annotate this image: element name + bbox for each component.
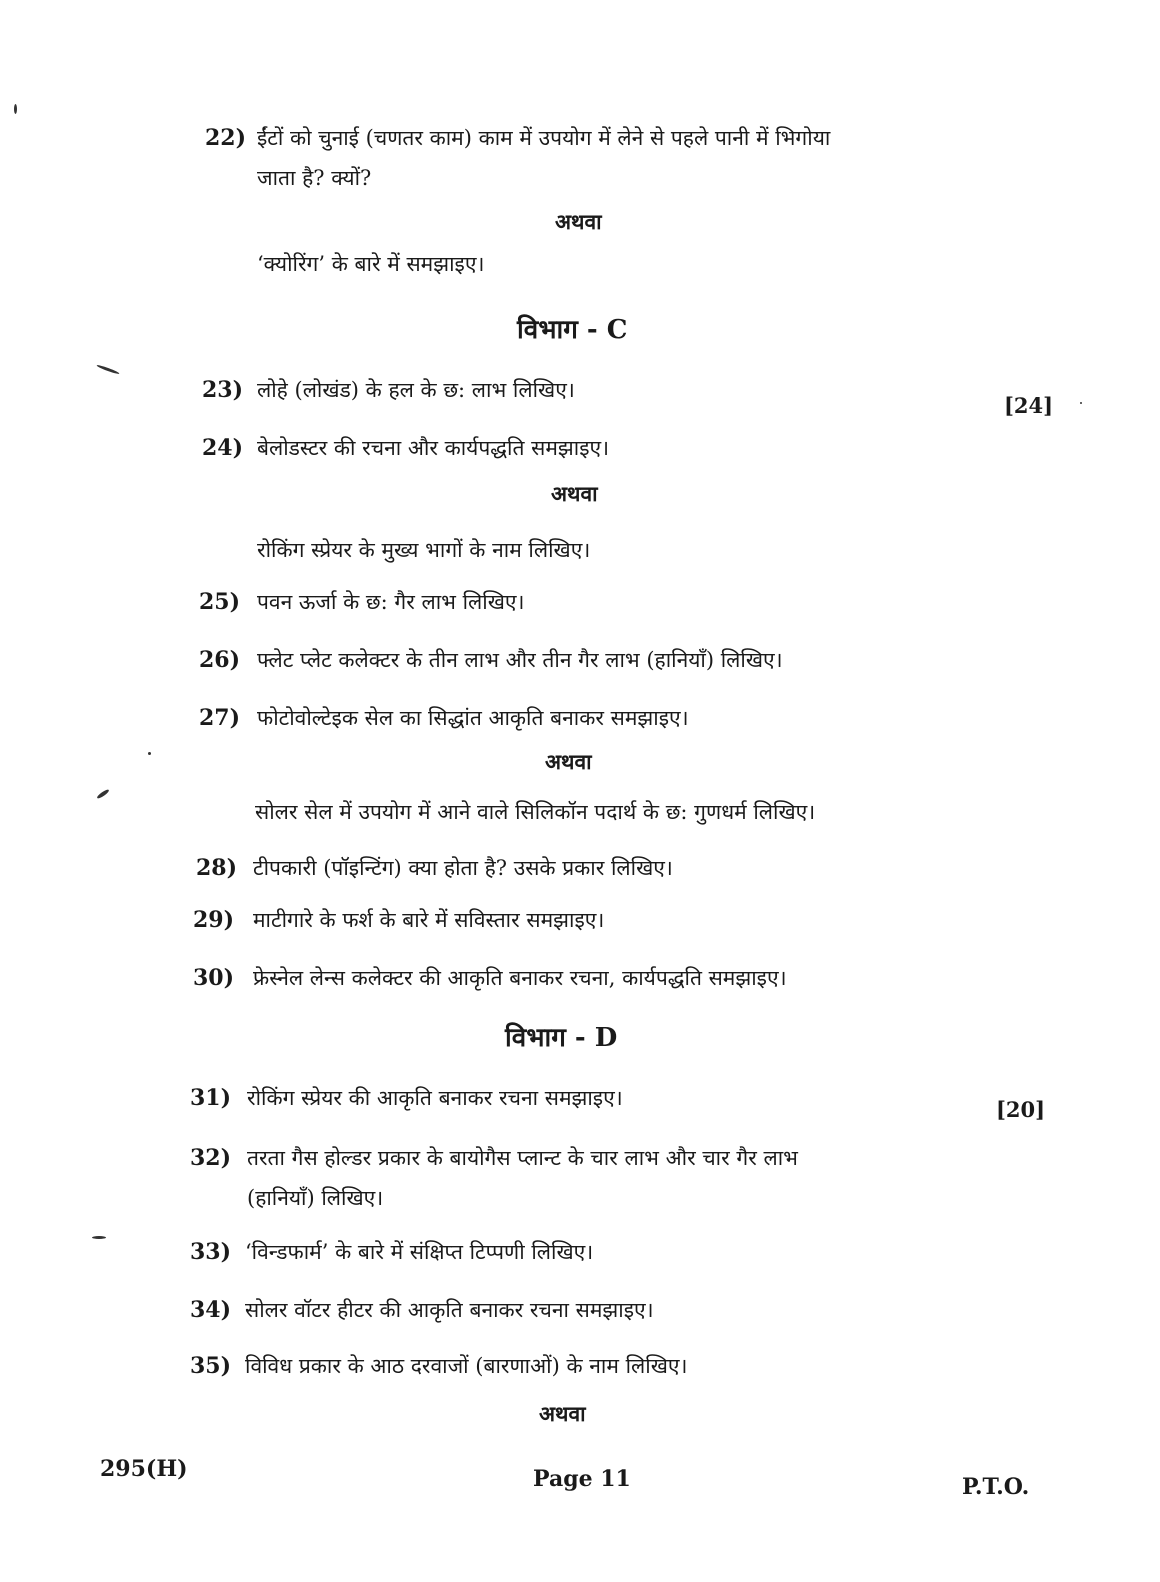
question-34: 34) सोलर वॉटर हीटर की आकृति बनाकर रचना समझाइए। bbox=[190, 1297, 654, 1323]
please-turn-over: P.T.O. bbox=[962, 1474, 1030, 1500]
or-label: अथवा bbox=[539, 1401, 586, 1426]
question-22 bbox=[205, 118, 965, 198]
question-24: 24) बेलोडस्टर की रचना और कार्यपद्धति समझाइए। bbox=[202, 435, 610, 461]
question-23: 23) लोहे (लोखंड) के हल के छ: लाभ लिखिए। bbox=[202, 377, 575, 403]
page-number: Page 11 bbox=[533, 1466, 631, 1492]
question-27: 27) फोटोवोल्टेइक सेल का सिद्धांत आकृति बनाकर समझाइए। bbox=[199, 705, 689, 731]
scan-speck bbox=[96, 364, 120, 375]
section-d-marks: [20] bbox=[996, 1097, 1046, 1122]
question-33: 33) ‘विन्डफार्म’ के बारे में संक्षिप्त टिप्पणी लिखिए। bbox=[190, 1239, 594, 1265]
or-label: अथवा bbox=[551, 481, 598, 506]
question-24-alternative: रोकिंग स्प्रेयर के मुख्य भागों के नाम लिखिए। bbox=[257, 538, 591, 562]
scan-speck bbox=[92, 1236, 106, 1239]
paper-code: 295(H) bbox=[100, 1456, 188, 1482]
question-30: 30) फ्रेस्नेल लेन्स कलेक्टर की आकृति बनाकर रचना, कार्यपद्धति समझाइए। bbox=[193, 965, 787, 991]
section-c-marks: [24] bbox=[1004, 393, 1054, 418]
scan-speck bbox=[148, 752, 151, 755]
or-label: अथवा bbox=[555, 209, 602, 234]
question-31: 31) रोकिंग स्प्रेयर की आकृति बनाकर रचना समझाइए। bbox=[190, 1085, 623, 1111]
question-22-alternative: ‘क्योरिंग’ के बारे में समझाइए। bbox=[257, 252, 485, 276]
question-27-alternative: सोलर सेल में उपयोग में आने वाले सिलिकॉन पदार्थ के छ: गुणधर्म लिखिए। bbox=[255, 800, 816, 824]
section-c-heading: विभाग - C bbox=[517, 315, 628, 345]
question-number: 22) bbox=[205, 125, 247, 151]
scan-speck bbox=[1080, 402, 1082, 404]
question-28: 28) टीपकारी (पॉइन्टिंग) क्या होता है? उसके प्रकार लिखिए। bbox=[196, 855, 673, 881]
question-32: 32) तरता गैस होल्डर प्रकार के बायोगैस प्लान्ट के चार लाभ और चार गैर लाभ (हानियाँ) लिखिए। bbox=[190, 1145, 798, 1210]
question-25: 25) पवन ऊर्जा के छ: गैर लाभ लिखिए। bbox=[199, 589, 525, 615]
section-d-heading: विभाग - D bbox=[505, 1023, 618, 1053]
scan-speck bbox=[14, 104, 17, 114]
question-35: 35) विविध प्रकार के आठ दरवाजों (बारणाओं) के नाम लिखिए। bbox=[190, 1353, 688, 1379]
or-label: अथवा bbox=[545, 749, 592, 774]
question-text-continued: जाता है? क्यों? bbox=[257, 166, 372, 190]
question-26: 26) फ्लेट प्लेट कलेक्टर के तीन लाभ और तीन गैर लाभ (हानियाँ) लिखिए। bbox=[199, 647, 783, 673]
scan-speck bbox=[96, 788, 110, 799]
question-text: ईंटों को चुनाई (चणतर काम) काम में उपयोग में लेने से पहले पानी में भिगोया bbox=[257, 126, 831, 150]
question-29: 29) माटीगारे के फर्श के बारे में सविस्तार समझाइए। bbox=[193, 907, 605, 933]
